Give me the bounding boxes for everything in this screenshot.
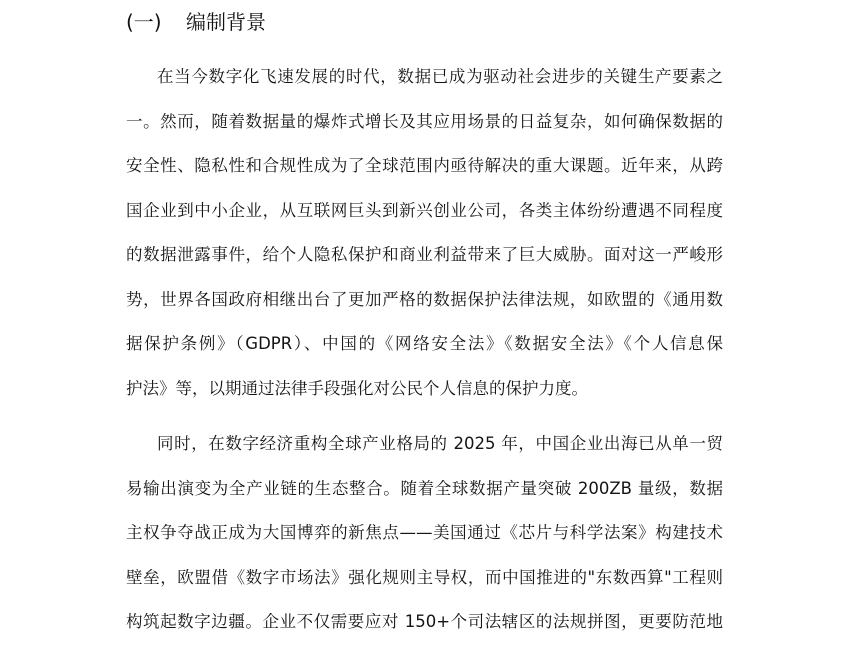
paragraph-1-line: 在当今数字化飞速发展的时代，数据已成为驱动社会进步的关键生产要素之 bbox=[157, 67, 723, 86]
paragraph-2-line: 易输出演变为全产业链的生态整合。随着全球数据产量突破 200ZB 量级，数据 bbox=[126, 479, 723, 498]
section-title: 编制背景 bbox=[186, 10, 266, 34]
paragraph-1-line: 据保护条例》（GDPR）、中国的《网络安全法》《数据安全法》《个人信息保 bbox=[126, 334, 723, 353]
paragraph-2-line: 构筑起数字边疆。企业不仅需要应对 150+个司法辖区的法规拼图，更要防范地 bbox=[126, 612, 723, 631]
paragraph-1-line: 国企业到中小企业，从互联网巨头到新兴创业公司，各类主体纷纷遭遇不同程度 bbox=[126, 201, 723, 220]
section-number: (一) bbox=[126, 10, 162, 34]
paragraph-1-line: 一。然而，随着数据量的爆炸式增长及其应用场景的日益复杂，如何确保数据的 bbox=[126, 112, 723, 131]
paragraph-2-line: 主权争夺战正成为大国博弈的新焦点——美国通过《芯片与科学法案》构建技术 bbox=[126, 523, 723, 542]
paragraph-1-line: 护法》等，以期通过法律手段强化对公民个人信息的保护力度。 bbox=[126, 379, 588, 398]
paragraph-2-line: 壁垒，欧盟借《数字市场法》强化规则主导权，而中国推进的"东数西算"工程则 bbox=[126, 568, 723, 587]
paragraph-1-line: 的数据泄露事件，给个人隐私保护和商业利益带来了巨大威胁。面对这一严峻形 bbox=[126, 245, 723, 264]
paragraph-1-line: 安全性、隐私性和合规性成为了全球范围内亟待解决的重大课题。近年来，从跨 bbox=[126, 156, 723, 175]
section-heading bbox=[126, 7, 266, 37]
paragraph-1-line: 势，世界各国政府相继出台了更加严格的数据保护法律法规，如欧盟的《通用数 bbox=[126, 290, 723, 309]
paragraph-2-line: 同时，在数字经济重构全球产业格局的 2025 年，中国企业出海已从单一贸 bbox=[157, 434, 723, 453]
